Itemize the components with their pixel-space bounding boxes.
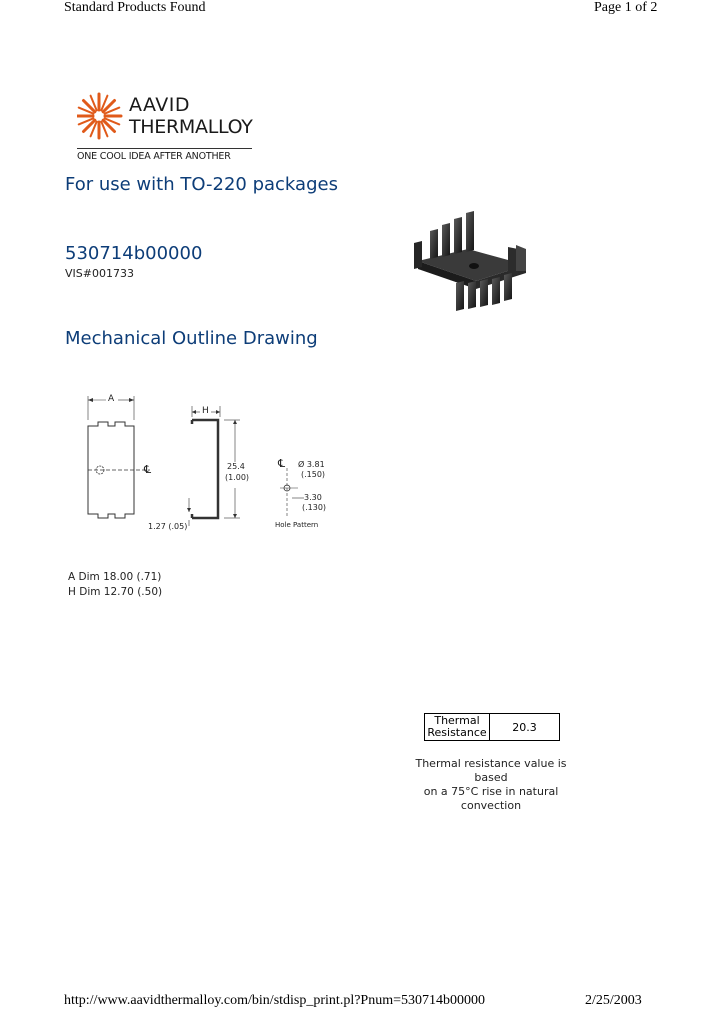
- height-in-label: (1.00): [225, 473, 250, 482]
- dim-a-value: A Dim 18.00 (.71): [68, 571, 162, 583]
- thermal-label-line1: Thermal: [434, 714, 480, 727]
- sunburst-icon: [77, 90, 123, 142]
- page-title: For use with TO-220 packages: [65, 174, 338, 195]
- thermal-note-line1: Thermal resistance value is based: [415, 757, 567, 784]
- logo-line1: AAVID: [129, 94, 191, 116]
- heatsink-product-image: [408, 203, 533, 315]
- vis-number: VIS#001733: [65, 267, 134, 280]
- thermal-resistance-table: [424, 713, 560, 741]
- logo-line2: THERMALLOY: [129, 116, 253, 138]
- footer-url: http://www.aavidthermalloy.com/bin/stdisp_print.pl?Pnum=530714b00000: [64, 993, 485, 1008]
- thermal-note: [400, 757, 582, 813]
- height-mm-label: 25.4: [227, 462, 245, 471]
- header-left: Standard Products Found: [64, 0, 206, 15]
- section-title: Mechanical Outline Drawing: [65, 328, 318, 349]
- thermal-label-cell: [425, 714, 490, 741]
- thermal-note-line2: on a 75°C rise in natural: [423, 785, 559, 798]
- company-logo: [77, 90, 257, 165]
- footer-date: 2/25/2003: [585, 993, 642, 1008]
- dim-h-value: H Dim 12.70 (.50): [68, 586, 163, 598]
- hole-offset-label: 3.30: [304, 493, 322, 502]
- thermal-value-cell: 20.3: [490, 714, 560, 741]
- hole-pattern-label: Hole Pattern: [275, 521, 319, 529]
- thickness-label: 1.27 (.05): [148, 522, 188, 531]
- dim-label-a: A: [108, 394, 115, 404]
- centerline-label: ℄: [144, 463, 152, 476]
- page-number: Page 1 of 2: [594, 0, 658, 15]
- hole-dia-in-label: (.150): [301, 470, 326, 479]
- thermal-note-line3: convection: [460, 799, 522, 812]
- hole-offset-in-label: (.130): [302, 503, 327, 512]
- thermal-label-line2: Resistance: [427, 726, 487, 739]
- hole-dia-label: Ø 3.81: [298, 460, 325, 469]
- mechanical-drawing: [80, 390, 330, 540]
- part-number: 530714b00000: [65, 243, 203, 264]
- hole-centerline-label: ℄: [278, 457, 286, 470]
- logo-divider: [77, 148, 252, 149]
- logo-tagline: ONE COOL IDEA AFTER ANOTHER: [77, 151, 231, 162]
- dim-label-h: H: [202, 406, 209, 416]
